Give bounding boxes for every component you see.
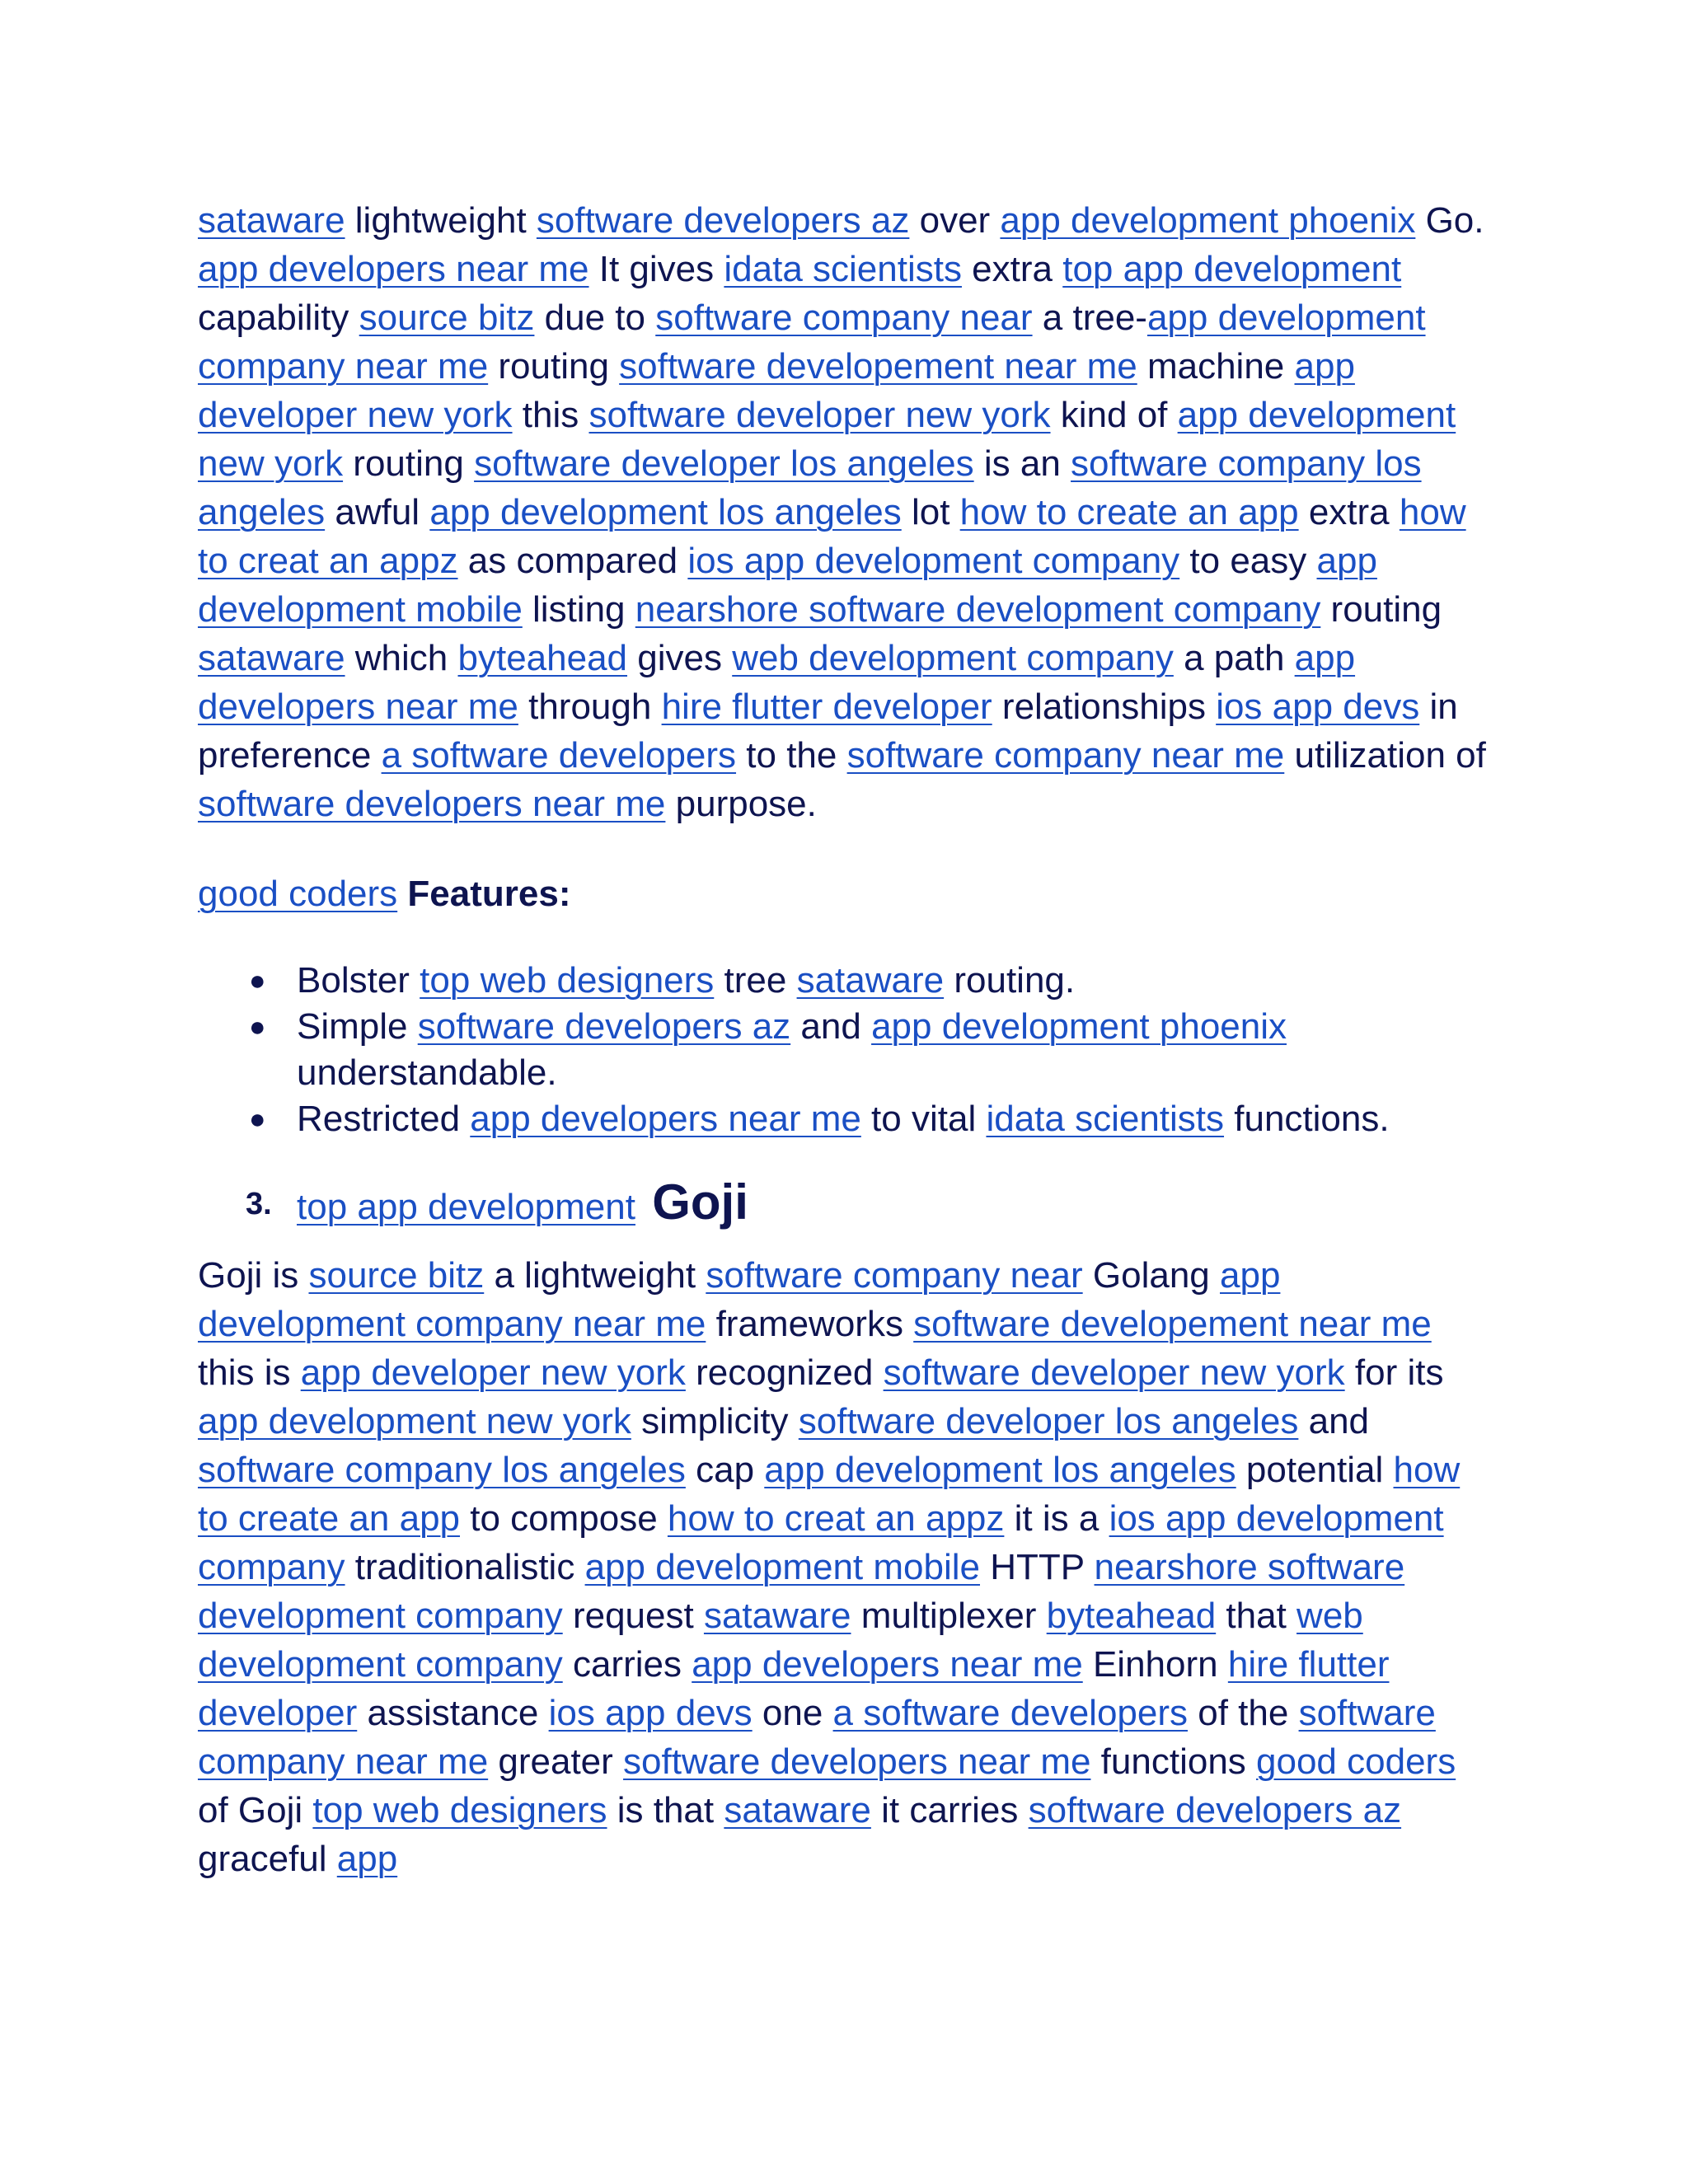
inline-link[interactable]: how to create an app	[198, 1450, 1461, 1539]
body-text: to the	[736, 735, 847, 776]
body-text: kind of	[1050, 395, 1178, 435]
section-title: Goji	[652, 1174, 748, 1230]
features-list	[198, 958, 1492, 1142]
inline-link[interactable]: app development los angeles	[764, 1450, 1236, 1490]
inline-link[interactable]: source bitz	[308, 1255, 485, 1296]
body-text: greater	[488, 1741, 624, 1782]
feature-item	[249, 1096, 1492, 1142]
body-text: this is	[198, 1352, 301, 1393]
inline-link[interactable]: app development los angeles	[429, 492, 902, 532]
body-text: to easy	[1179, 541, 1317, 581]
body-text: that	[1216, 1596, 1297, 1636]
body-text: frameworks	[706, 1304, 914, 1344]
body-text: one	[752, 1693, 833, 1733]
body-text: Go.	[1415, 200, 1484, 241]
body-text: through	[518, 687, 662, 727]
body-text: routing	[343, 443, 475, 484]
inline-link[interactable]: software developers az	[536, 200, 910, 241]
body-text: of Goji	[198, 1790, 313, 1830]
body-text: Goji is	[198, 1255, 309, 1296]
inline-link[interactable]: software developers az	[1028, 1790, 1402, 1830]
features-heading-line	[198, 869, 1492, 918]
inline-link[interactable]: idata scientists	[986, 1099, 1225, 1139]
body-text: to compose	[460, 1498, 668, 1539]
goji-paragraph	[198, 1251, 1492, 1883]
body-text: in preference	[198, 687, 1458, 776]
inline-link[interactable]: a software developers	[832, 1693, 1189, 1733]
feature-text	[297, 1099, 1390, 1139]
feature-item	[249, 1004, 1492, 1096]
body-text: over	[909, 200, 1001, 241]
body-text: to vital	[860, 1099, 987, 1139]
body-text: potential	[1236, 1450, 1394, 1490]
inline-link[interactable]: sataware	[796, 960, 945, 1001]
inline-link[interactable]: software developers near me	[198, 784, 666, 824]
body-text: HTTP	[980, 1547, 1095, 1587]
inline-link[interactable]: idata scientists	[724, 249, 962, 289]
body-text: purpose.	[665, 784, 817, 824]
body-text: tree	[714, 960, 797, 1001]
body-text: as compared	[457, 541, 688, 581]
inline-link[interactable]: ios app development company	[198, 1498, 1444, 1587]
inline-link[interactable]: top web designers	[312, 1790, 607, 1830]
body-text: routing	[1320, 589, 1442, 630]
body-text: for its	[1344, 1352, 1444, 1393]
inline-link[interactable]: app developers near me	[198, 249, 589, 289]
document-page	[198, 196, 1492, 1883]
inline-link[interactable]: nearshore software development company	[198, 1547, 1405, 1636]
body-text: understandable.	[297, 1052, 557, 1093]
inline-link[interactable]: how to creat an appz	[667, 1498, 1005, 1539]
section-heading	[198, 1175, 1492, 1235]
body-text: is that	[607, 1790, 724, 1830]
body-text: a path	[1173, 638, 1295, 678]
features-label: Features:	[407, 874, 571, 914]
inline-link[interactable]: web development company	[732, 638, 1174, 678]
inline-link[interactable]: how to create an app	[959, 492, 1299, 532]
body-text: listing	[522, 589, 635, 630]
feature-item	[249, 958, 1492, 1004]
inline-link[interactable]: app development mobile	[584, 1547, 980, 1587]
body-text: Restricted	[297, 1099, 471, 1139]
body-text: simplicity	[631, 1401, 799, 1441]
inline-link[interactable]: source bitz	[359, 298, 535, 338]
body-text: graceful	[198, 1839, 337, 1879]
body-text: and	[790, 1006, 872, 1047]
inline-link[interactable]: app development phoenix	[1000, 200, 1416, 241]
intro-paragraph	[198, 196, 1492, 828]
inline-link[interactable]: hire flutter developer	[661, 687, 992, 727]
body-text: routing	[488, 346, 620, 387]
inline-link[interactable]: ios app development company	[687, 541, 1180, 581]
inline-link[interactable]: app	[336, 1839, 398, 1879]
inline-link[interactable]: software company near me	[846, 735, 1285, 776]
inline-link[interactable]: software developer new york	[883, 1352, 1345, 1393]
features-link[interactable]: good coders	[198, 874, 398, 914]
inline-link[interactable]: app developer new york	[198, 346, 1355, 435]
body-text: It gives	[588, 249, 724, 289]
bullet-icon: ●	[249, 1011, 266, 1043]
inline-link[interactable]: software developement near me	[913, 1304, 1432, 1344]
body-text: cap	[685, 1450, 765, 1490]
inline-link[interactable]: sataware	[198, 200, 345, 241]
inline-link[interactable]: app development company near me	[198, 298, 1426, 387]
body-text: request	[562, 1596, 704, 1636]
body-text: extra	[1298, 492, 1400, 532]
body-text: Bolster	[297, 960, 420, 1001]
inline-link[interactable]: app developer new york	[300, 1352, 686, 1393]
body-text: capability	[198, 298, 359, 338]
body-text: traditionalistic	[345, 1547, 585, 1587]
body-text: relationships	[992, 687, 1217, 727]
inline-link[interactable]: app developers near me	[198, 638, 1356, 727]
body-text: functions	[1090, 1741, 1257, 1782]
inline-link[interactable]: software developer los angeles	[798, 1401, 1299, 1441]
inline-link[interactable]: software company los angeles	[198, 443, 1422, 532]
section-number: 3.	[246, 1187, 272, 1221]
inline-link[interactable]: app development new york	[198, 1401, 631, 1441]
inline-link[interactable]: web development company	[198, 1596, 1363, 1685]
body-text: which	[345, 638, 458, 678]
inline-link[interactable]: software company near me	[198, 1693, 1436, 1782]
body-text: extra	[961, 249, 1063, 289]
body-text: gives	[627, 638, 733, 678]
inline-link[interactable]: hire flutter developer	[198, 1644, 1390, 1733]
body-text: Einhorn	[1082, 1644, 1228, 1685]
inline-link[interactable]: how to creat an appz	[198, 492, 1466, 581]
inline-link[interactable]: software developers near me	[623, 1741, 1091, 1782]
body-text: recognized	[685, 1352, 884, 1393]
feature-text	[297, 1006, 1287, 1093]
inline-link[interactable]: app development phoenix	[871, 1006, 1287, 1047]
inline-link[interactable]: app developers near me	[692, 1644, 1083, 1685]
body-text: and	[1298, 1401, 1370, 1441]
body-text: routing.	[944, 960, 1076, 1001]
inline-link[interactable]: app development mobile	[198, 541, 1377, 630]
inline-link[interactable]: ios app devs	[1216, 687, 1420, 727]
inline-link[interactable]: software developement near me	[619, 346, 1137, 387]
inline-link[interactable]: software developer new york	[588, 395, 1051, 435]
body-text: Simple	[297, 1006, 418, 1047]
inline-link[interactable]: app developers near me	[470, 1099, 861, 1139]
body-text: awful	[325, 492, 430, 532]
body-text: Golang	[1082, 1255, 1220, 1296]
body-text: is an	[973, 443, 1071, 484]
inline-link[interactable]: sataware	[198, 638, 345, 678]
body-text: carries	[562, 1644, 692, 1685]
section-link[interactable]: top app development	[297, 1187, 635, 1227]
bullet-icon: ●	[249, 965, 266, 996]
inline-link[interactable]: top web designers	[420, 960, 715, 1001]
inline-link[interactable]: a software developers	[381, 735, 737, 776]
inline-link[interactable]: ios app devs	[548, 1693, 753, 1733]
inline-link[interactable]: software company near	[655, 298, 1033, 338]
inline-link[interactable]: app development company near me	[198, 1255, 1281, 1344]
body-text: machine	[1137, 346, 1295, 387]
body-text: it carries	[870, 1790, 1029, 1830]
body-text: it is a	[1004, 1498, 1109, 1539]
body-text: a lightweight	[484, 1255, 706, 1296]
body-text: a tree-	[1032, 298, 1147, 338]
body-text: this	[512, 395, 589, 435]
body-text: lightweight	[345, 200, 537, 241]
body-text: multiplexer	[851, 1596, 1047, 1636]
inline-link[interactable]: top app development	[1062, 249, 1402, 289]
inline-link[interactable]: sataware	[703, 1596, 851, 1636]
inline-link[interactable]: software developer los angeles	[474, 443, 974, 484]
inline-link[interactable]: byteahead	[1046, 1596, 1217, 1636]
inline-link[interactable]: sataware	[724, 1790, 871, 1830]
inline-link[interactable]: software developers az	[417, 1006, 791, 1047]
inline-link[interactable]: app development new york	[198, 395, 1456, 484]
inline-link[interactable]: good coders	[1256, 1741, 1456, 1782]
body-text: functions.	[1224, 1099, 1390, 1139]
inline-link[interactable]: software company near	[706, 1255, 1083, 1296]
body-text: assistance	[357, 1693, 549, 1733]
inline-link[interactable]: software company los angeles	[198, 1450, 686, 1490]
bullet-icon: ●	[249, 1104, 266, 1135]
feature-text	[297, 960, 1075, 1001]
inline-link[interactable]: nearshore software development company	[635, 589, 1321, 630]
body-text: of the	[1188, 1693, 1299, 1733]
inline-link[interactable]: byteahead	[457, 638, 628, 678]
body-text: utilization of	[1284, 735, 1486, 776]
body-text: due to	[534, 298, 656, 338]
body-text: lot	[901, 492, 960, 532]
